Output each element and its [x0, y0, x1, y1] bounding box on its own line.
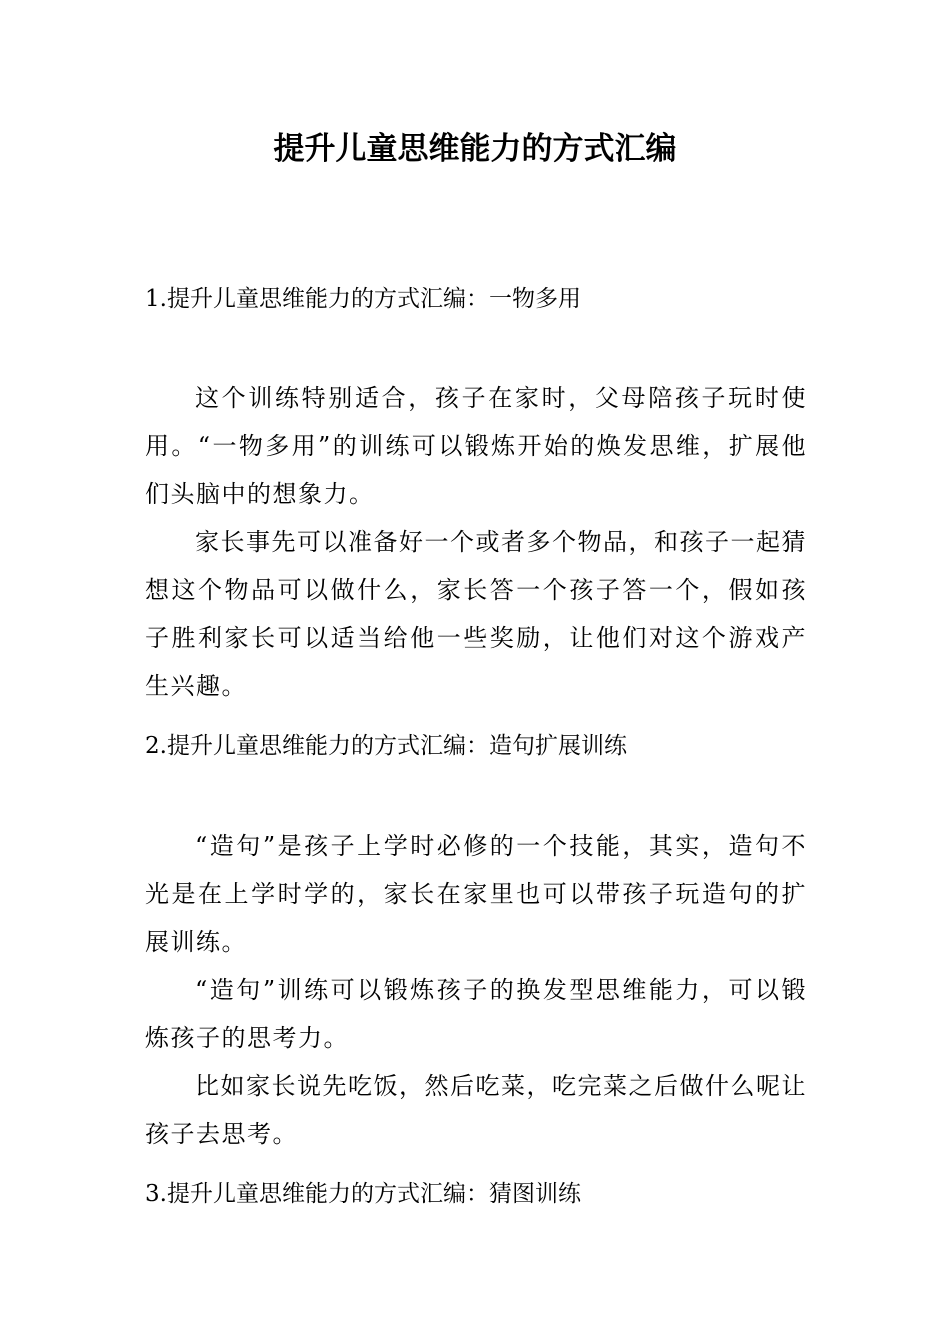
section-1-paragraph-2: 家长事先可以准备好一个或者多个物品，和孩子一起猜想这个物品可以做什么，家长答一个孩子答一个，假如孩子胜利家长可以适当给他一些奖励，让他们对这个游戏产生兴趣。 — [145, 528, 807, 700]
section-2-heading: 2.提升儿童思维能力的方式汇编：造句扩展训练 — [145, 733, 627, 759]
section-3-heading: 3.提升儿童思维能力的方式汇编：猜图训练 — [145, 1181, 581, 1207]
section-2-paragraph-2: “造句”训练可以锻炼孩子的换发型思维能力，可以锻炼孩子的思考力。 — [145, 976, 807, 1052]
document-title: 提升儿童思维能力的方式汇编 — [273, 131, 677, 167]
section-2-body — [145, 822, 807, 1158]
section-1-body — [145, 374, 807, 710]
section-1-paragraph-1: 这个训练特别适合，孩子在家时，父母陪孩子玩时使用。“一物多用”的训练可以锻炼开始的焕发思维，扩展他们头脑中的想象力。 — [145, 384, 807, 508]
section-2-paragraph-3: 比如家长说先吃饭，然后吃菜，吃完菜之后做什么呢让孩子去思考。 — [145, 1072, 807, 1148]
section-1-heading: 1.提升儿童思维能力的方式汇编：一物多用 — [145, 286, 581, 312]
section-2-paragraph-1: “造句”是孩子上学时必修的一个技能，其实，造句不光是在上学时学的，家长在家里也可以带孩子玩造句的扩展训练。 — [145, 832, 807, 956]
